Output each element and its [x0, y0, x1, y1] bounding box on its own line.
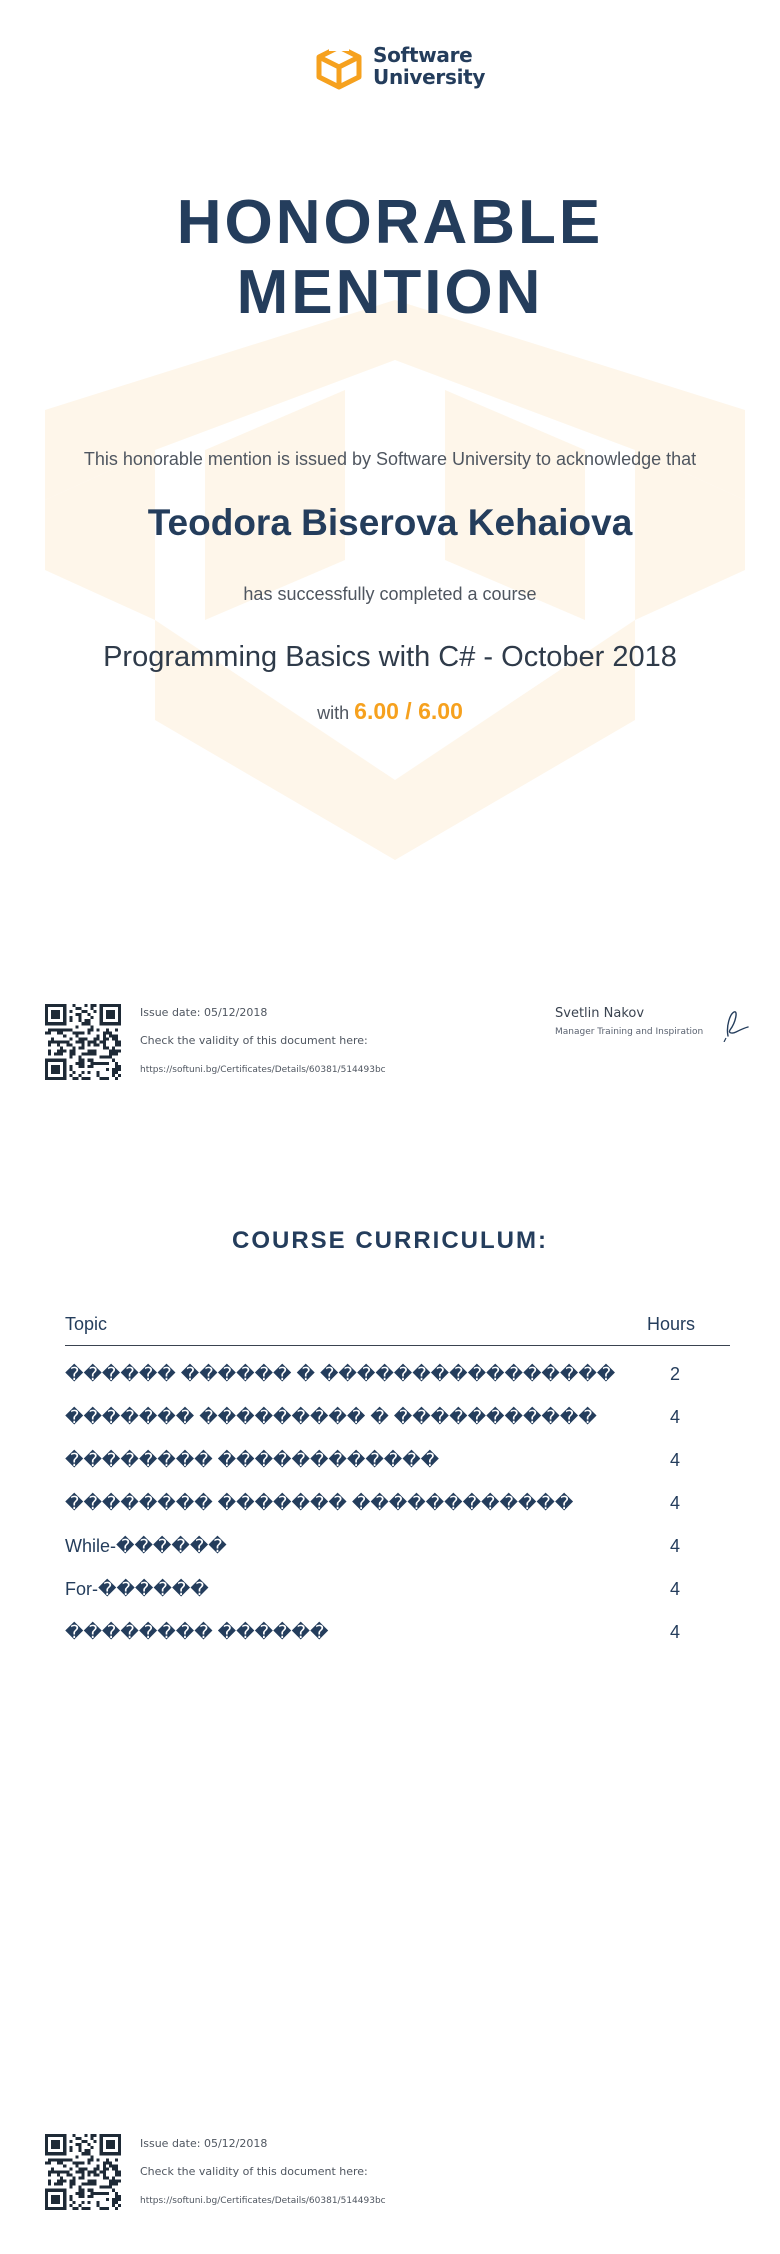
- course-name: Programming Basics with C# - October 2018: [103, 641, 677, 673]
- row-topic: For-������: [65, 1579, 209, 1599]
- grade-prefix: with: [317, 703, 350, 723]
- table-row: [65, 1450, 730, 1493]
- issue-date: Issue date: 05/12/2018: [140, 2137, 268, 2150]
- row-topic: �������� ������� ������������: [65, 1493, 574, 1513]
- acknowledgement-text: This honorable mention is issued by Software University to acknowledge that: [83, 449, 697, 469]
- row-topic: ������ ������ � ����������������: [65, 1364, 616, 1384]
- signer-name: Svetlin Nakov: [555, 1006, 645, 1021]
- table-row: [65, 1364, 730, 1407]
- curriculum-rows: [65, 1346, 730, 1665]
- signer-block: [555, 1006, 703, 1037]
- row-hours: 4: [669, 1407, 680, 1427]
- row-hours: 4: [669, 1493, 680, 1513]
- title-line-2: MENTION: [236, 258, 544, 327]
- row-hours: 2: [669, 1364, 680, 1384]
- row-topic: ������� ��������� � �����������: [65, 1407, 597, 1427]
- table-row: [65, 1536, 730, 1579]
- header-hours: Hours: [646, 1314, 695, 1334]
- row-topic: While-������: [65, 1536, 227, 1556]
- title-line-1: HONORABLE: [176, 188, 604, 257]
- logo-line-2: University: [373, 65, 486, 89]
- table-row: [65, 1622, 730, 1665]
- certificate-title: [0, 188, 780, 328]
- grade-value: 6.00 / 6.00: [354, 698, 463, 724]
- row-topic: �������� ������������: [65, 1450, 440, 1470]
- curriculum-table-header: [65, 1310, 730, 1346]
- validation-url-link[interactable]: https://softuni.bg/Certificates/Details/60381/514493bc: [140, 1065, 386, 1075]
- issue-date: Issue date: 05/12/2018: [140, 1006, 268, 1019]
- row-hours: 4: [669, 1536, 680, 1556]
- grade-line: [0, 698, 780, 725]
- curriculum-table: [65, 1310, 730, 1665]
- validity-text: Check the validity of this document here:: [140, 2165, 368, 2178]
- row-hours: 4: [669, 1450, 680, 1470]
- watermark-logo-shape: [45, 300, 745, 860]
- row-hours: 4: [669, 1622, 680, 1642]
- row-topic: �������� ������: [65, 1622, 329, 1642]
- validity-text: Check the validity of this document here:: [140, 1034, 368, 1047]
- curriculum-title: COURSE CURRICULUM:: [232, 1227, 548, 1254]
- logo-line-1: Software: [373, 43, 473, 67]
- header-topic: Topic: [65, 1314, 108, 1334]
- table-row: [65, 1407, 730, 1450]
- qr-code-icon: [45, 2133, 121, 2211]
- completion-text: has successfully completed a course: [243, 584, 537, 604]
- softuni-cube-icon: [315, 43, 363, 91]
- signer-role: Manager Training and Inspiration: [555, 1027, 704, 1037]
- table-row: [65, 1493, 730, 1536]
- qr-code-icon: [45, 1003, 121, 1081]
- validation-url-link[interactable]: https://softuni.bg/Certificates/Details/60381/514493bc: [140, 2196, 386, 2206]
- recipient-name: Teodora Biserova Kehaiova: [147, 502, 633, 543]
- signature-icon: [720, 1006, 752, 1042]
- software-university-logo: [315, 43, 486, 93]
- row-hours: 4: [669, 1579, 680, 1599]
- table-row: [65, 1579, 730, 1622]
- logo-wordmark: [373, 44, 485, 88]
